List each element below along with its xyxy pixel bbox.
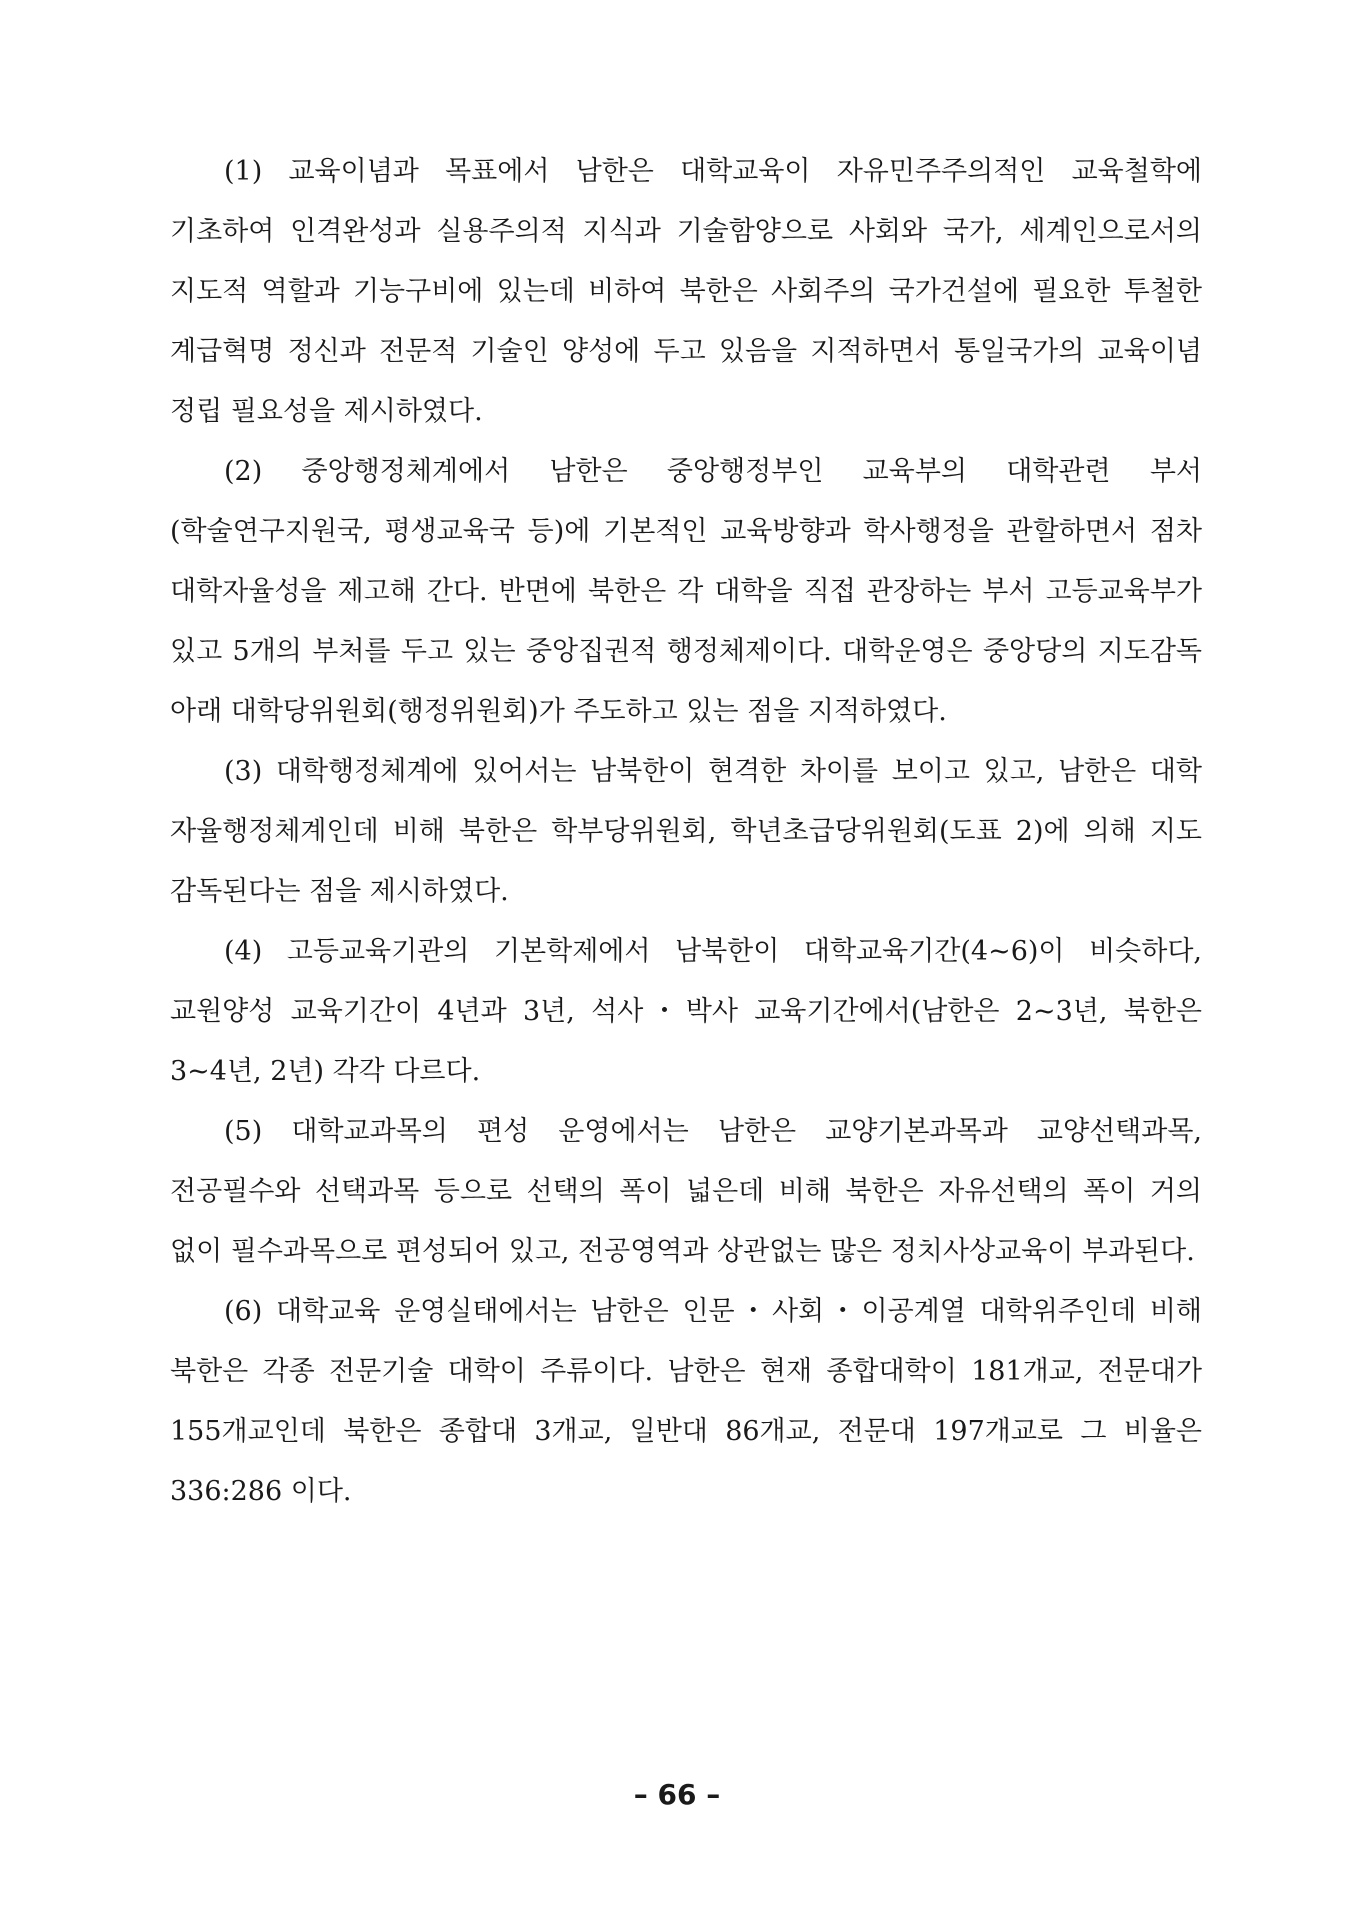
paragraph-6: (6) 대학교육 운영실태에서는 남한은 인문・사회・이공계열 대학위주인데 비해 북한은 각종 전문기술 대학이 주류이다. 남한은 현재 종합대학이 181개교, 전문대가 155개교인데 북한은 종합대 3개교, 일반대 86개교, 전문대 197개교로 그 비율은 336:286 이다. (170, 1296, 1202, 1507)
paragraph-5: (5) 대학교과목의 편성 운영에서는 남한은 교양기본과목과 교양선택과목, 전공필수와 선택과목 등으로 선택의 폭이 넓은데 비해 북한은 자유선택의 폭이 거의 없이 필수과목으로 편성되어 있고, 전공영역과 상관없는 많은 정치사상교육이 부과된다. (170, 1116, 1202, 1267)
paragraph-1: (1) 교육이념과 목표에서 남한은 대학교육이 자유민주주의적인 교육철학에 기초하여 인격완성과 실용주의적 지식과 기술함양으로 사회와 국가, 세계인으로서의 지도적 역할과 기능구비에 있는데 비하여 북한은 사회주의 국가건설에 필요한 투철한 계급혁명 정신과 전문적 기술인 양성에 두고 있음을 지적하면서 통일국가의 교육이념 정립 필요성을 제시하였다. (170, 156, 1202, 427)
paragraph-3: (3) 대학행정체계에 있어서는 남북한이 현격한 차이를 보이고 있고, 남한은 대학 자율행정체계인데 비해 북한은 학부당위원회, 학년초급당위원회(도표 2)에 의해 지도 감독된다는 점을 제시하였다. (170, 756, 1202, 907)
page-number: – 66 – (633, 1778, 721, 1811)
paragraph-2: (2) 중앙행정체계에서 남한은 중앙행정부인 교육부의 대학관련 부서(학술연구지원국, 평생교육국 등)에 기본적인 교육방향과 학사행정을 관할하면서 점차 대학자율성을 제고해 간다. 반면에 북한은 각 대학을 직접 관장하는 부서 고등교육부가 있고 5개의 부처를 두고 있는 중앙집권적 행정체제이다. 대학운영은 중앙당의 지도감독 아래 대학당위원회(행정위원회)가 주도하고 있는 점을 지적하였다. (170, 456, 1202, 727)
body-text (170, 142, 1202, 1522)
paragraph-4: (4) 고등교육기관의 기본학제에서 남북한이 대학교육기간(4~6)이 비슷하다, 교원양성 교육기간이 4년과 3년, 석사・박사 교육기간에서(남한은 2~3년, 북한은 3~4년, 2년) 각각 다르다. (170, 936, 1202, 1087)
